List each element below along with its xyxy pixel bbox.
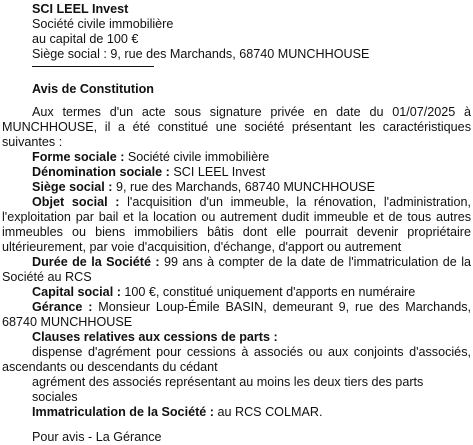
field-label: Gérance : bbox=[32, 300, 93, 314]
field-label: Immatriculation de la Société : bbox=[32, 405, 214, 419]
company-name: SCI LEEL Invest bbox=[32, 2, 129, 16]
field-siege bbox=[2, 180, 471, 195]
field-label: Capital social : bbox=[32, 285, 121, 299]
field-value: Monsieur Loup-Émile BASIN, demeurant 9, rue des Marchands, 68740 MUNCHHOUSE bbox=[2, 300, 471, 329]
field-label: Objet social : bbox=[32, 195, 120, 209]
signature: Pour avis - La Gérance bbox=[32, 430, 162, 444]
field-value: 99 ans à compter de la date de l'immatriculation de la Société au RCS bbox=[2, 255, 471, 284]
field-value: SCI LEEL Invest bbox=[169, 165, 266, 179]
field-objet bbox=[2, 195, 471, 255]
company-seat: Siège social : 9, rue des Marchands, 68740 MUNCHHOUSE bbox=[32, 47, 370, 61]
field-immatriculation bbox=[2, 405, 471, 420]
company-form: Société civile immobilière bbox=[32, 17, 174, 31]
field-forme bbox=[2, 150, 471, 165]
field-value: au RCS COLMAR. bbox=[213, 405, 323, 419]
notice-intro: Aux termes d'un acte sous signature privée en date du 01/07/2025 à MUNCHHOUSE, il a été constitué une société présentant les caractéristiques suivantes : bbox=[2, 105, 471, 149]
field-value: 9, rue des Marchands, 68740 MUNCHHOUSE bbox=[112, 180, 375, 194]
field-duree bbox=[2, 255, 471, 285]
clauses-agrement: agrément des associés représentant au moins les deux tiers des parts sociales bbox=[32, 375, 424, 404]
field-value: Société civile immobilière bbox=[124, 150, 270, 164]
field-denomination bbox=[2, 165, 471, 180]
notice-title: Avis de Constitution bbox=[32, 82, 154, 96]
company-capital: au capital de 100 € bbox=[32, 32, 139, 46]
field-gerance bbox=[2, 300, 471, 330]
field-value: l'acquisition d'un immeuble, la rénovation, l'administration, l'exploitation par bail et la location ou autrement dudit immeuble et de tous autres immeubles ou biens immobiliers bâtis dont elle pourrait devenir propriétaire ultérieurement, par voie d'acquisition, d'échange, d'apport ou autrement bbox=[2, 195, 471, 254]
field-label: Forme sociale : bbox=[32, 150, 125, 164]
field-clauses-label: Clauses relatives aux cessions de parts : bbox=[32, 330, 278, 344]
field-label: Dénomination sociale : bbox=[32, 165, 170, 179]
field-label: Siège social : bbox=[32, 180, 113, 194]
field-capital bbox=[2, 285, 471, 300]
clauses-dispense: dispense d'agrément pour cessions à associés ou aux conjoints d'associés, ascendants ou descendants du cédant bbox=[2, 345, 471, 374]
field-label: Durée de la Société : bbox=[32, 255, 160, 269]
field-value: 100 €, constitué uniquement d'apports en numéraire bbox=[120, 285, 416, 299]
